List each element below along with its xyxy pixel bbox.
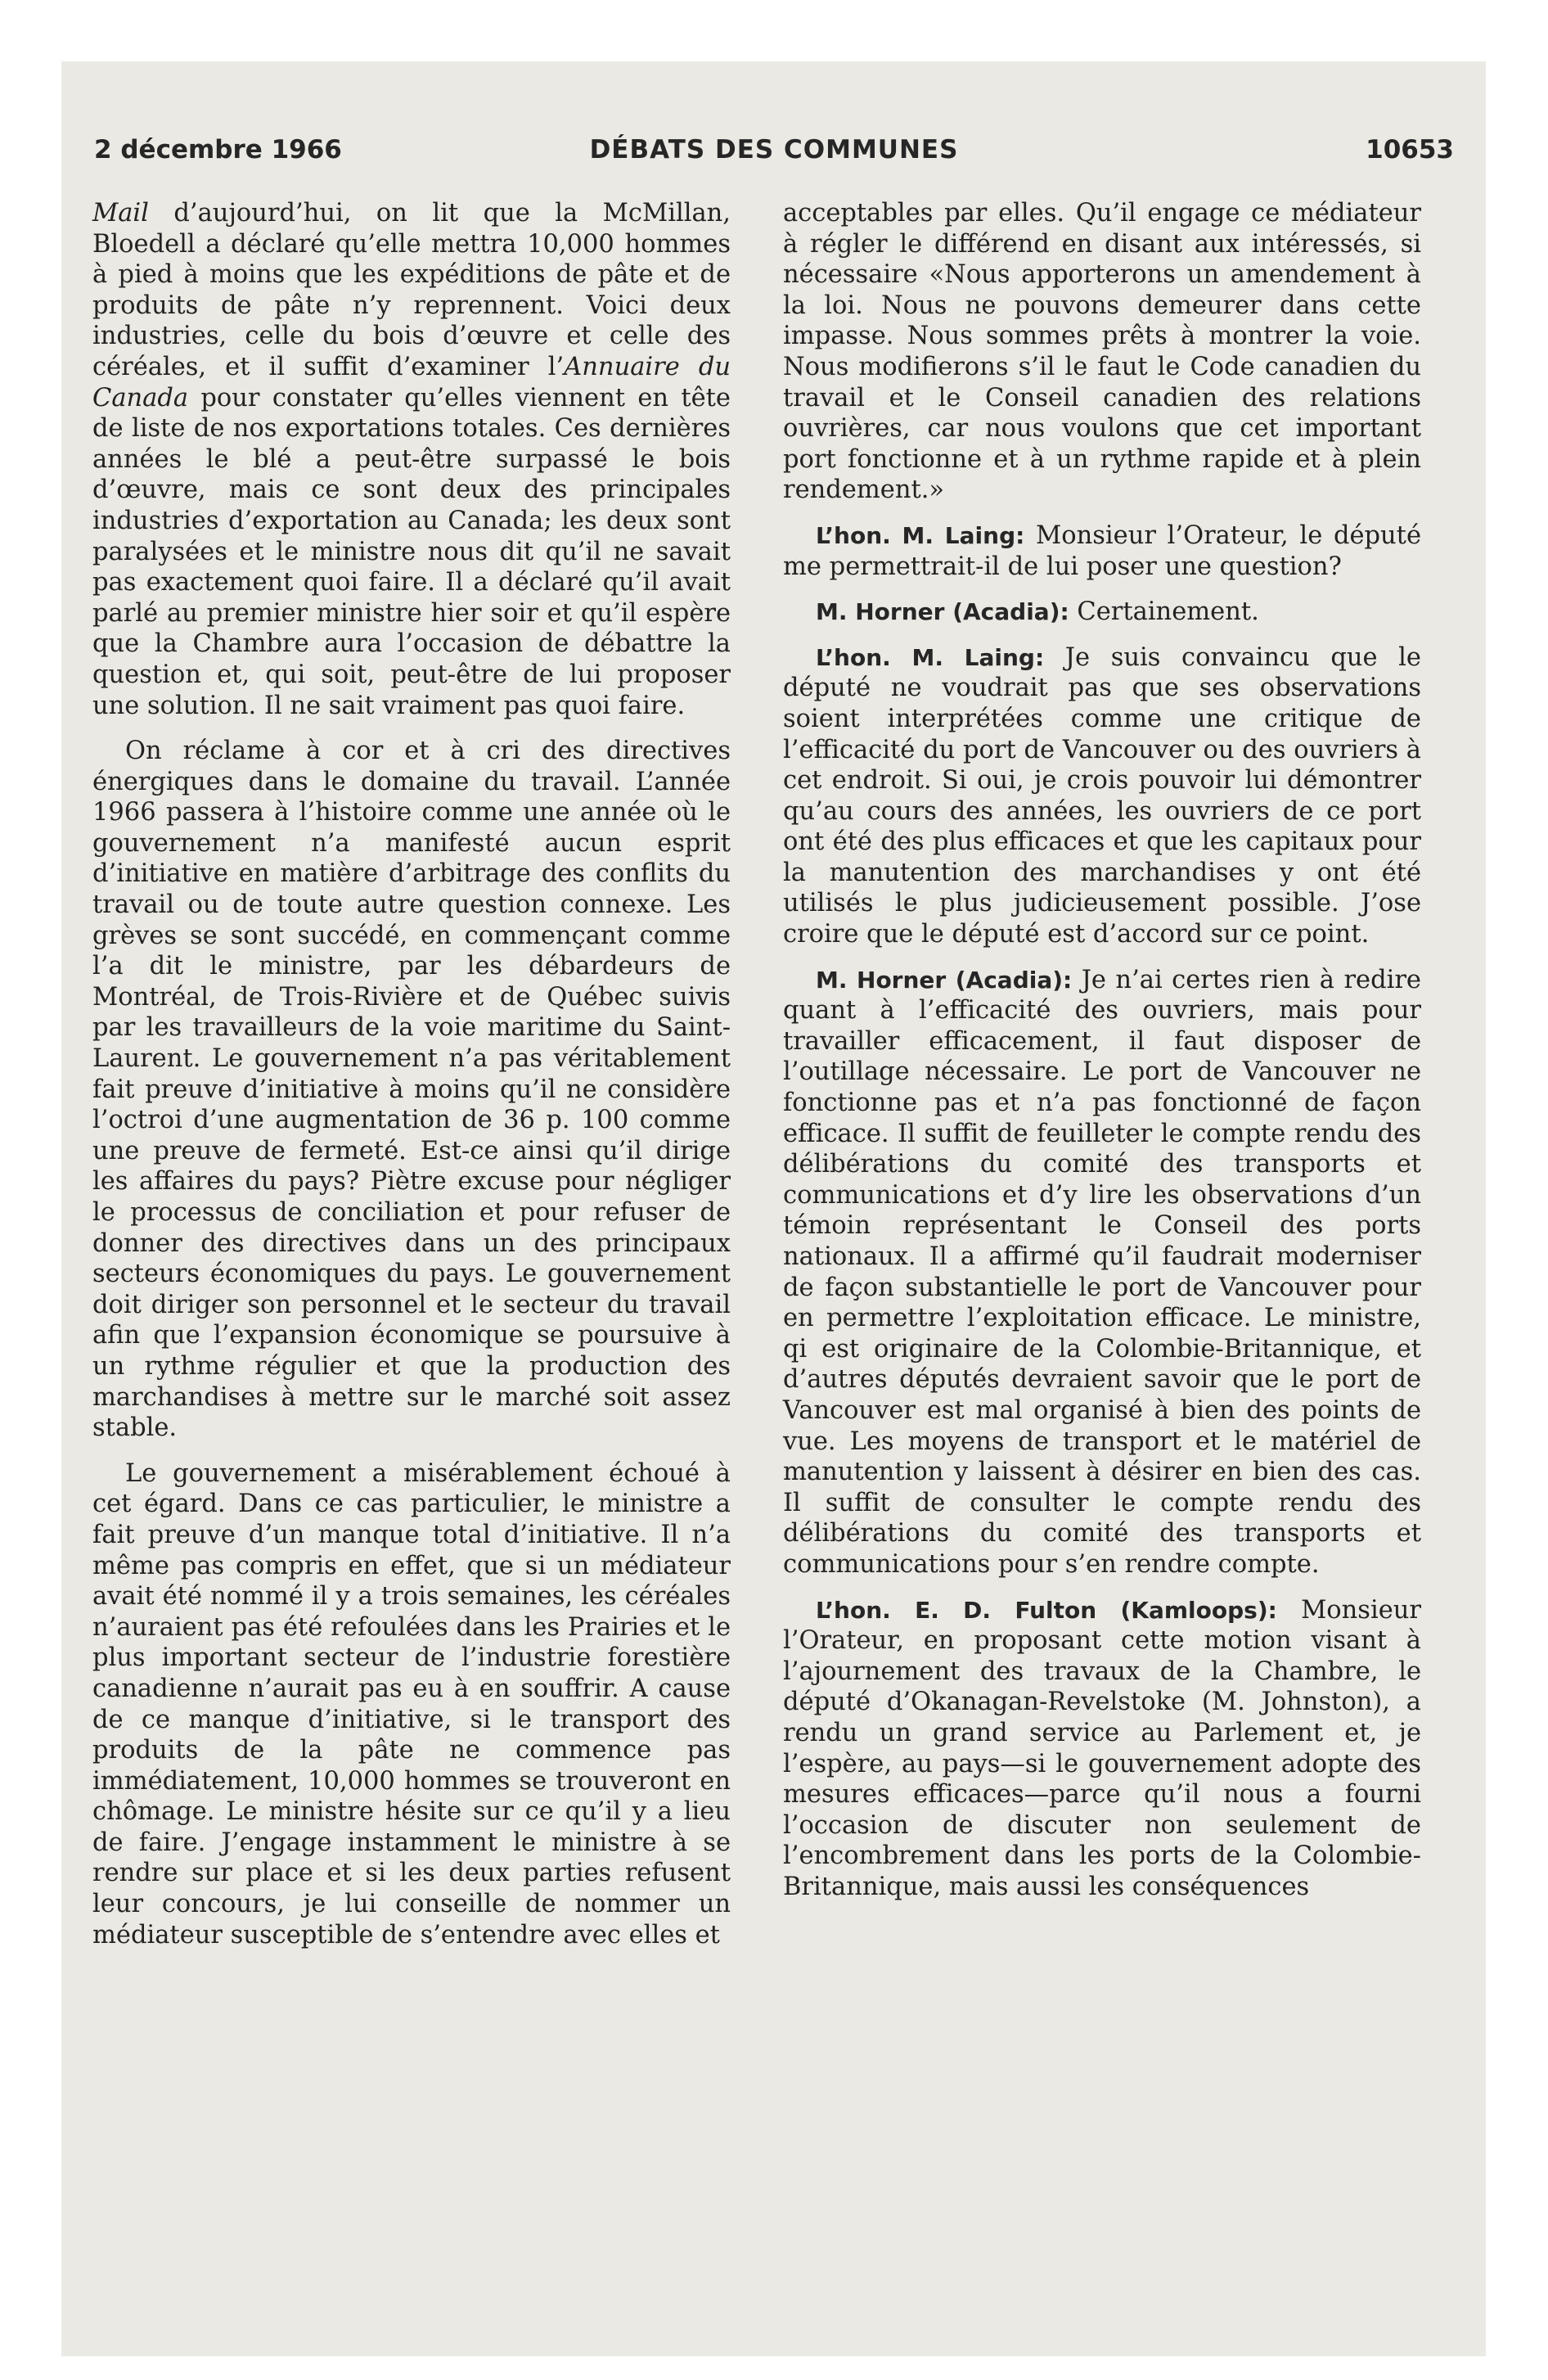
header-title: DÉBATS DES COMMUNES — [589, 135, 959, 165]
speaker-name: L’hon. E. D. Fulton (Kamloops): — [816, 1596, 1277, 1624]
speech-text: Monsieur l’Orateur, en proposant cette motion visant à l’ajournement des travaux de la Chambre, le député d’Okanagan-Revelstoke (M. Johnston), a rendu un grand service au Parlement et, je l’espère, au pays—si le gouvernement adopte des mesures efficaces—parce qu’il nous a fourni l’occasion de discuter non seulement de l’encombrement dans les ports de la Colombie-Britannique, mais aussi les conséquences — [783, 1595, 1421, 1901]
left-column — [92, 198, 731, 1965]
page-header — [94, 135, 1454, 176]
speech-paragraph — [783, 1595, 1421, 1903]
speaker-name: M. Horner (Acadia): — [816, 598, 1069, 626]
right-column — [783, 198, 1421, 1917]
speech-text: Je suis convaincu que le député ne voudrait pas que ses observations soient interprétées comme une critique de l’efficacité du port de Vancouver ou des ouvriers à cet endroit. Si oui, je crois pouvoir lui démontrer qu’au cours des années, les ouvriers de ce port ont été des plus efficaces et que les capitaux pour la manutention des marchandises y ont été utilisés le plus judicieusement possible. J’ose croire que le député est d’accord sur ce point. — [783, 642, 1421, 949]
italic-text: Mail — [92, 199, 149, 228]
speech-paragraph — [783, 597, 1421, 628]
speech-text: Je n’ai certes rien à redire quant à l’efficacité des ouvriers, mais pour travailler efficacement, il faut disposer de l’outillage nécessaire. Le port de Vancouver ne fonctionne pas et n’a pas fonctionné de façon efficace. Il suffit de feuilleter le compte rendu des délibérations du comité des transports et communications et d’y lire les observations d’un témoin représentant le Conseil des ports nationaux. Il a affirmé qu’il faudrait moderniser de façon substantielle le port de Vancouver pour en permettre l’exploitation efficace. Le ministre, qi est originaire de la Colombie-Britannique, et d’autres députés devraient savoir que le port de Vancouver est mal organisé à bien des points de vue. Les moyens de transport et le matériel de manutention y laissent à désirer en bien des cas. Il suffit de consulter le compte rendu des délibérations du comité des transports et communications pour s’en rendre compte. — [783, 965, 1421, 1579]
speech-text: Monsieur l’Orateur, le député me permettrait-il de lui poser une question? — [783, 521, 1421, 581]
header-date: 2 décembre 1966 — [94, 135, 342, 165]
paragraph-text: pour constater qu’elles viennent en tête de liste de nos exportations totales. Ces dernières années le blé a peut-être surpassé le bois d’œuvre, mais ce sont deux des principales industries d’exportation au Canada; les deux sont paralysées et le ministre nous dit qu’il ne savait pas exactement quoi faire. Il a déclaré qu’il avait parlé au premier ministre hier soir et qu’il espère que la Chambre aura l’occasion de débattre la question et, qui soit, peut-être de lui proposer une solution. Il ne sait vraiment pas quoi faire. — [92, 383, 731, 720]
speaker-name: L’hon. M. Laing: — [816, 643, 1045, 671]
speaker-name: M. Horner (Acadia): — [816, 966, 1073, 994]
paragraph: acceptables par elles. Qu’il engage ce médiateur à régler le différend en disant aux intéressés, si nécessaire «Nous apporterons un amendement à la loi. Nous ne pouvons demeurer dans cette impasse. Nous sommes prêts à montrer la voie. Nous modifierons s’il le faut le Code canadien du travail et le Conseil canadien des relations ouvrières, car nous voulons que cet important port fonctionne et à un rythme rapide et à plein rendement.» — [783, 199, 1421, 505]
paragraph: On réclame à cor et à cri des directives énergiques dans le domaine du travail. L’année 1966 passera à l’histoire comme une année où le gouvernement n’a manifesté aucun esprit d’initiative en matière d’arbitrage des conflits du travail ou de toute autre question connexe. Les grèves se sont succédé, en commençant comme l’a dit le ministre, par les débardeurs de Montréal, de Trois-Rivière et de Québec suivis par les travailleurs de la voie maritime du Saint-Laurent. Le gouvernement n’a pas véritablement fait preuve d’initiative à moins qu’il ne considère l’octroi d’une augmentation de 36 p. 100 comme une preuve de fermeté. Est-ce ainsi qu’il dirige les affaires du pays? Piètre excuse pour négliger le processus de conciliation et pour refuser de donner des directives dans un des principaux secteurs économiques du pays. Le gouvernement doit diriger son personnel et le secteur du travail afin que l’expansion économique se poursuive à un rythme régulier et que la production des marchandises à mettre sur le marché soit assez stable. — [92, 737, 731, 1443]
speech-paragraph — [783, 642, 1421, 950]
speech-paragraph — [783, 521, 1421, 582]
speech-text: Certainement. — [1069, 597, 1259, 627]
document-page — [61, 61, 1486, 2356]
speaker-name: L’hon. M. Laing: — [816, 521, 1025, 549]
italic-text: Annuaire du Canada — [92, 352, 731, 412]
header-page-number: 10653 — [1366, 135, 1454, 165]
paragraph-text: d’aujourd’hui, on lit que la McMillan, Bloedell a déclaré qu’elle mettra 10,000 hommes à pied à moins que les expéditions de pâte et de produits de pâte n’y reprennent. Voici deux industries, celle du bois d’œuvre et celle des céréales, et il suffit d’examiner l’ — [92, 199, 731, 381]
paragraph — [92, 198, 731, 721]
speech-paragraph — [783, 965, 1421, 1580]
paragraph: Le gouvernement a misérablement échoué à cet égard. Dans ce cas particulier, le ministre a fait preuve d’un manque total d’initiative. Il n’a même pas compris en effet, que si un médiateur avait été nommé il y a trois semaines, les céréales n’auraient pas été refoulées dans les Prairies et le plus important secteur de l’industrie forestière canadienne n’aurait pas eu à en souffrir. A cause de ce manque d’initiative, si le transport des produits de la pâte ne commence pas immédiatement, 10,000 hommes se trouveront en chômage. Le ministre hésite sur ce qu’il y a lieu de faire. J’engage instamment le ministre à se rendre sur place et si les deux parties refusent leur concours, je lui conseille de nommer un médiateur susceptible de s’entendre avec elles et — [92, 1458, 731, 1950]
